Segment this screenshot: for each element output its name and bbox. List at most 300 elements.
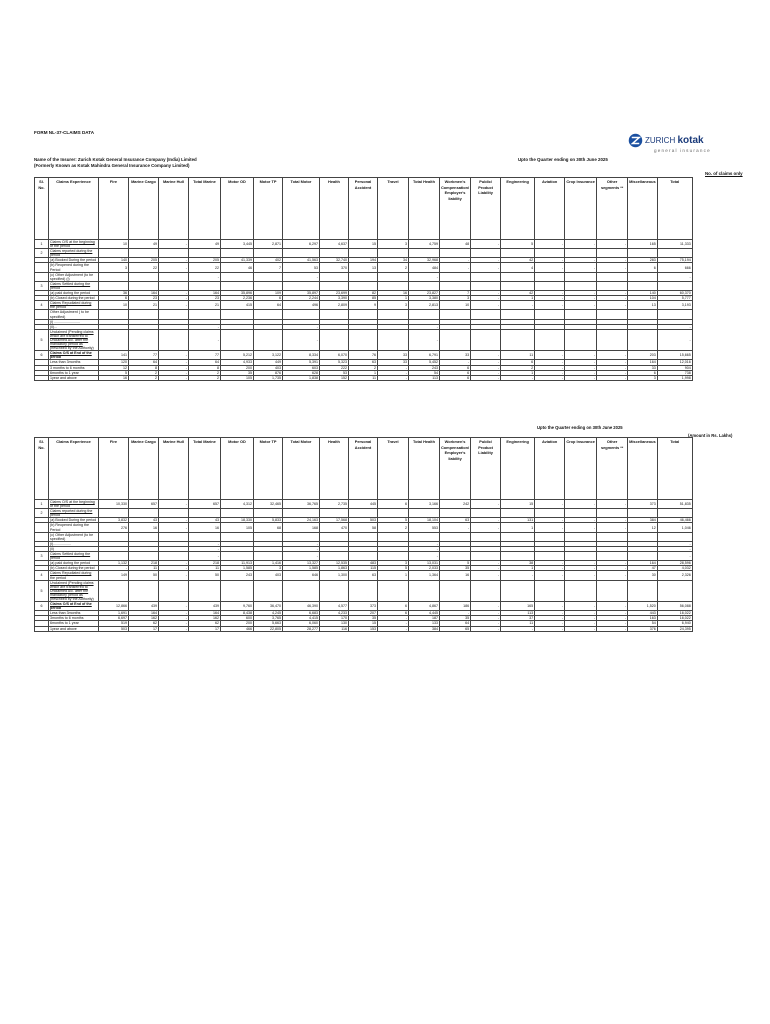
value-cell: 3: [378, 240, 409, 249]
value-cell: [378, 580, 409, 601]
value-cell: 6,297: [283, 240, 320, 249]
value-cell: 2: [189, 370, 221, 375]
value-cell: -: [159, 301, 189, 310]
value-cell: 60,370: [657, 291, 692, 296]
column-header: Total Health: [409, 438, 440, 500]
value-cell: -: [535, 351, 565, 360]
description-cell: Less than 3months: [49, 360, 99, 365]
column-header: Other segments **: [597, 438, 628, 500]
value-cell: -: [657, 329, 692, 350]
value-cell: -: [597, 291, 628, 296]
value-cell: [254, 249, 283, 258]
value-cell: [159, 329, 189, 350]
value-cell: -: [597, 616, 628, 621]
value-cell: -: [159, 500, 189, 509]
value-cell: 205: [129, 258, 159, 263]
value-cell: [349, 509, 378, 518]
value-cell: 13: [628, 301, 658, 310]
value-cell: [565, 249, 597, 258]
value-cell: 519: [99, 621, 129, 626]
value-cell: 133: [409, 621, 440, 626]
value-cell: 5,833: [254, 518, 283, 523]
value-cell: -: [597, 375, 628, 380]
value-cell: 503: [99, 626, 129, 631]
claims-amount-table: [34, 437, 693, 632]
value-cell: -: [409, 272, 440, 281]
value-cell: [254, 272, 283, 281]
value-cell: -: [597, 602, 628, 611]
value-cell: 130: [320, 621, 349, 626]
value-cell: -: [471, 370, 501, 375]
table-row: [35, 552, 693, 561]
value-cell: [320, 249, 349, 258]
value-cell: 18,104: [409, 518, 440, 523]
value-cell: -: [565, 500, 597, 509]
column-header: Public/ Product Liability: [471, 438, 501, 500]
value-cell: 113: [409, 375, 440, 380]
column-header: Total Marine: [189, 438, 221, 500]
value-cell: -: [471, 561, 501, 566]
table-row: [35, 580, 693, 601]
description-cell: Claims O/S at End of the period: [49, 351, 99, 360]
value-cell: 4,245: [254, 611, 283, 616]
value-cell: 48: [440, 240, 471, 249]
value-cell: [597, 509, 628, 518]
value-cell: 23,699: [320, 291, 349, 296]
value-cell: 51,835: [657, 500, 692, 509]
value-cell: 9: [349, 301, 378, 310]
value-cell: [221, 272, 254, 281]
column-header: Marine Hull: [159, 438, 189, 500]
value-cell: -: [471, 263, 501, 272]
value-cell: -: [189, 541, 221, 546]
table-row: [35, 626, 693, 631]
value-cell: -: [159, 571, 189, 580]
value-cell: 12,535: [320, 561, 349, 566]
value-cell: -: [535, 291, 565, 296]
value-cell: 63: [349, 571, 378, 580]
column-header: Health: [320, 178, 349, 240]
value-cell: [657, 532, 692, 541]
value-cell: 140: [628, 291, 658, 296]
value-cell: 5,212: [221, 351, 254, 360]
value-cell: 5: [378, 518, 409, 523]
value-cell: [320, 552, 349, 561]
value-cell: -: [565, 360, 597, 365]
value-cell: 11: [501, 621, 535, 626]
value-cell: [378, 272, 409, 281]
value-cell: -: [159, 360, 189, 365]
value-cell: [349, 310, 378, 319]
value-cell: 37: [501, 616, 535, 621]
value-cell: -: [565, 621, 597, 626]
column-header: Engineering: [501, 438, 535, 500]
value-cell: [378, 552, 409, 561]
value-cell: [565, 272, 597, 281]
description-cell: (c) Other Adjustment (to be specified): [49, 532, 99, 541]
value-cell: [471, 580, 501, 601]
value-cell: 200: [221, 621, 254, 626]
column-header: Travel: [378, 178, 409, 240]
value-cell: 24,395: [657, 626, 692, 631]
value-cell: 50: [129, 571, 159, 580]
value-cell: -: [471, 611, 501, 616]
value-cell: 1,998: [657, 375, 692, 380]
serial-cell: [35, 532, 49, 541]
description-cell: (a) Booked During the period: [49, 518, 99, 523]
value-cell: [99, 532, 129, 541]
value-cell: -: [565, 523, 597, 532]
value-cell: 35: [221, 370, 254, 375]
column-header: Personal Accident: [349, 178, 378, 240]
value-cell: -: [535, 602, 565, 611]
value-cell: [471, 509, 501, 518]
column-header: Total Motor: [283, 178, 320, 240]
value-cell: 35: [440, 566, 471, 571]
value-cell: -: [283, 552, 320, 561]
value-cell: 76: [349, 351, 378, 360]
value-cell: 15: [349, 621, 378, 626]
value-cell: -: [657, 546, 692, 551]
value-cell: 3,193: [657, 301, 692, 310]
value-cell: -: [440, 611, 471, 616]
value-cell: [501, 532, 535, 541]
description-cell: (b) Reopened during the Period: [49, 523, 99, 532]
value-cell: 1,046: [657, 523, 692, 532]
value-cell: 54: [409, 370, 440, 375]
value-cell: [597, 281, 628, 290]
value-cell: [283, 281, 320, 290]
value-cell: -: [535, 258, 565, 263]
value-cell: -: [535, 500, 565, 509]
column-header: Motor TP: [254, 438, 283, 500]
value-cell: 105: [221, 375, 254, 380]
value-cell: 4,933: [221, 360, 254, 365]
value-cell: [501, 281, 535, 290]
value-cell: [221, 509, 254, 518]
value-cell: 4,577: [320, 602, 349, 611]
value-cell: -: [471, 518, 501, 523]
value-cell: -: [597, 351, 628, 360]
value-cell: 41,339: [221, 258, 254, 263]
value-cell: -: [535, 561, 565, 566]
value-cell: [657, 249, 692, 258]
value-cell: [409, 532, 440, 541]
value-cell: 165: [501, 602, 535, 611]
value-cell: -: [535, 370, 565, 375]
value-cell: 15: [501, 500, 535, 509]
value-cell: 21: [129, 301, 159, 310]
value-cell: -: [501, 571, 535, 580]
value-cell: [471, 272, 501, 281]
value-cell: [159, 580, 189, 601]
value-cell: 4: [501, 263, 535, 272]
value-cell: [501, 329, 535, 350]
table-row: [35, 375, 693, 380]
column-header: Other segments **: [597, 178, 628, 240]
value-cell: [320, 329, 349, 350]
serial-cell: 4: [35, 301, 49, 310]
value-cell: -: [159, 375, 189, 380]
value-cell: -: [159, 296, 189, 301]
value-cell: -: [378, 375, 409, 380]
value-cell: [597, 532, 628, 541]
value-cell: [535, 329, 565, 350]
value-cell: -: [471, 602, 501, 611]
value-cell: 3,832: [99, 518, 129, 523]
column-header: Motor OD: [221, 178, 254, 240]
value-cell: 5,391: [283, 360, 320, 365]
value-cell: 3: [99, 263, 129, 272]
value-cell: 10: [99, 240, 129, 249]
column-header: Marine Cargo: [129, 438, 159, 500]
description-cell: Unclaimed (Pending claims which are transferred to Unclaimed A/c. after the mandatory period as prescribed by the Authority): [49, 329, 99, 350]
value-cell: [565, 281, 597, 290]
value-cell: 1: [378, 571, 409, 580]
value-cell: 186: [440, 602, 471, 611]
value-cell: 2,871: [254, 240, 283, 249]
value-cell: 63: [440, 518, 471, 523]
value-cell: [99, 552, 129, 561]
value-cell: 6: [254, 296, 283, 301]
value-cell: 2,236: [221, 296, 254, 301]
value-cell: -: [501, 626, 535, 631]
value-cell: 1,520: [628, 602, 658, 611]
value-cell: 3: [440, 296, 471, 301]
value-cell: 12: [628, 523, 658, 532]
column-header: Total Marine: [189, 178, 221, 240]
value-cell: -: [378, 621, 409, 626]
value-cell: 13,327: [283, 561, 320, 566]
value-cell: 28,277: [283, 626, 320, 631]
value-cell: [349, 329, 378, 350]
value-cell: 6: [378, 602, 409, 611]
serial-cell: 3: [35, 281, 49, 290]
value-cell: [597, 329, 628, 350]
value-cell: 46,390: [283, 602, 320, 611]
value-cell: -: [657, 541, 692, 546]
value-cell: [349, 532, 378, 541]
value-cell: 402: [254, 258, 283, 263]
value-cell: [597, 580, 628, 601]
table1-unit-label: No. of claims only: [705, 171, 743, 176]
serial-cell: 2: [35, 249, 49, 258]
value-cell: [129, 272, 159, 281]
value-cell: 2: [501, 365, 535, 370]
value-cell: [129, 329, 159, 350]
value-cell: -: [159, 611, 189, 616]
value-cell: -: [535, 621, 565, 626]
value-cell: 12,016: [657, 360, 692, 365]
value-cell: 7: [254, 263, 283, 272]
value-cell: 109: [254, 291, 283, 296]
serial-cell: 3: [35, 552, 49, 561]
value-cell: -: [471, 500, 501, 509]
value-cell: [221, 532, 254, 541]
value-cell: [535, 580, 565, 601]
value-cell: [535, 281, 565, 290]
table-row: [35, 272, 693, 281]
value-cell: 16: [99, 375, 129, 380]
value-cell: -: [565, 258, 597, 263]
value-cell: [320, 281, 349, 290]
value-cell: -: [159, 523, 189, 532]
value-cell: 50: [189, 571, 221, 580]
value-cell: -: [159, 616, 189, 621]
value-cell: 218: [129, 561, 159, 566]
value-cell: [129, 310, 159, 319]
value-cell: [378, 329, 409, 350]
value-cell: 54: [628, 621, 658, 626]
value-cell: [254, 552, 283, 561]
value-cell: 23: [189, 296, 221, 301]
value-cell: -: [378, 616, 409, 621]
value-cell: [320, 509, 349, 518]
value-cell: [657, 509, 692, 518]
value-cell: 3: [378, 561, 409, 566]
value-cell: 1,863: [320, 566, 349, 571]
value-cell: 603: [283, 365, 320, 370]
value-cell: 3,122: [254, 351, 283, 360]
value-cell: -: [565, 518, 597, 523]
value-cell: [597, 552, 628, 561]
value-cell: [657, 281, 692, 290]
value-cell: 162: [189, 616, 221, 621]
value-cell: -: [535, 296, 565, 301]
value-cell: -: [597, 626, 628, 631]
value-cell: [628, 329, 658, 350]
value-cell: [501, 552, 535, 561]
value-cell: 276: [99, 523, 129, 532]
header-row: [35, 178, 693, 240]
value-cell: 243: [409, 365, 440, 370]
value-cell: -: [565, 566, 597, 571]
value-cell: [129, 532, 159, 541]
value-cell: -: [501, 301, 535, 310]
value-cell: 11: [501, 351, 535, 360]
value-cell: [159, 509, 189, 518]
value-cell: -: [565, 296, 597, 301]
value-cell: [159, 310, 189, 319]
value-cell: 16,022: [657, 616, 692, 621]
table-row: [35, 301, 693, 310]
value-cell: 22: [129, 263, 159, 272]
value-cell: 17: [189, 626, 221, 631]
value-cell: [440, 310, 471, 319]
value-cell: -: [471, 375, 501, 380]
value-cell: [501, 249, 535, 258]
value-cell: [349, 580, 378, 601]
value-cell: 33: [378, 351, 409, 360]
description-cell: 1year and above: [49, 626, 99, 631]
value-cell: [657, 310, 692, 319]
value-cell: 35: [440, 616, 471, 621]
value-cell: 162: [129, 616, 159, 621]
value-cell: 64: [129, 360, 159, 365]
value-cell: -: [409, 546, 440, 551]
value-cell: 439: [129, 602, 159, 611]
value-cell: -: [535, 375, 565, 380]
value-cell: 49: [129, 240, 159, 249]
description-cell: 6months to 1 year: [49, 621, 99, 626]
value-cell: 6,060: [283, 621, 320, 626]
column-header: Engineering: [501, 178, 535, 240]
value-cell: 6: [378, 500, 409, 509]
value-cell: 9,760: [221, 602, 254, 611]
value-cell: 3: [628, 375, 658, 380]
value-cell: -: [159, 240, 189, 249]
serial-cell: 5: [35, 329, 49, 350]
serial-cell: 4: [35, 571, 49, 580]
value-cell: 35,896: [221, 291, 254, 296]
value-cell: 1,838: [283, 375, 320, 380]
value-cell: [471, 532, 501, 541]
value-cell: -: [535, 240, 565, 249]
table2-period-title: Upto the Quarter ending on 30th June 2025: [537, 425, 623, 430]
column-header: Claims Experience: [49, 438, 99, 500]
value-cell: -: [597, 561, 628, 566]
table-row: [35, 500, 693, 509]
value-cell: 445: [349, 500, 378, 509]
description-cell: Unclaimed (Pending claims which are transferred to Unclaimed A/c. after the mandatory period as prescribed by the Authority): [49, 580, 99, 601]
value-cell: 22,805: [254, 626, 283, 631]
value-cell: -: [471, 523, 501, 532]
value-cell: 41,563: [283, 258, 320, 263]
header-row: [35, 438, 693, 500]
value-cell: [378, 532, 409, 541]
value-cell: -: [409, 541, 440, 546]
value-cell: 449: [254, 360, 283, 365]
value-cell: 104: [628, 296, 658, 301]
value-cell: 6: [440, 370, 471, 375]
value-cell: 200: [221, 365, 254, 370]
value-cell: 15,665: [657, 351, 692, 360]
description-cell: Claims reported during the period: [49, 509, 99, 518]
serial-cell: [35, 523, 49, 532]
value-cell: -: [565, 370, 597, 375]
value-cell: 373: [349, 602, 378, 611]
description-cell: Claims Repudiated during the period: [49, 301, 99, 310]
table-row: [35, 263, 693, 272]
value-cell: -: [189, 329, 221, 350]
value-cell: 2,735: [320, 500, 349, 509]
value-cell: -: [501, 375, 535, 380]
value-cell: -: [597, 258, 628, 263]
serial-cell: [35, 375, 49, 380]
value-cell: [349, 249, 378, 258]
value-cell: -: [565, 611, 597, 616]
column-header: Personal Accident: [349, 438, 378, 500]
value-cell: 13: [349, 263, 378, 272]
value-cell: 113: [501, 611, 535, 616]
value-cell: 49: [189, 240, 221, 249]
value-cell: -: [99, 566, 129, 571]
value-cell: 4,032: [657, 566, 692, 571]
value-cell: 384: [628, 518, 658, 523]
value-cell: 222: [320, 365, 349, 370]
value-cell: 43: [189, 518, 221, 523]
value-cell: 3,166: [409, 500, 440, 509]
value-cell: 17,568: [320, 518, 349, 523]
value-cell: 16: [440, 571, 471, 580]
value-cell: 666: [657, 263, 692, 272]
value-cell: [440, 552, 471, 561]
value-cell: [628, 509, 658, 518]
value-cell: [501, 580, 535, 601]
value-cell: [628, 249, 658, 258]
description-cell: (a) Booked During the period: [49, 258, 99, 263]
value-cell: [628, 310, 658, 319]
